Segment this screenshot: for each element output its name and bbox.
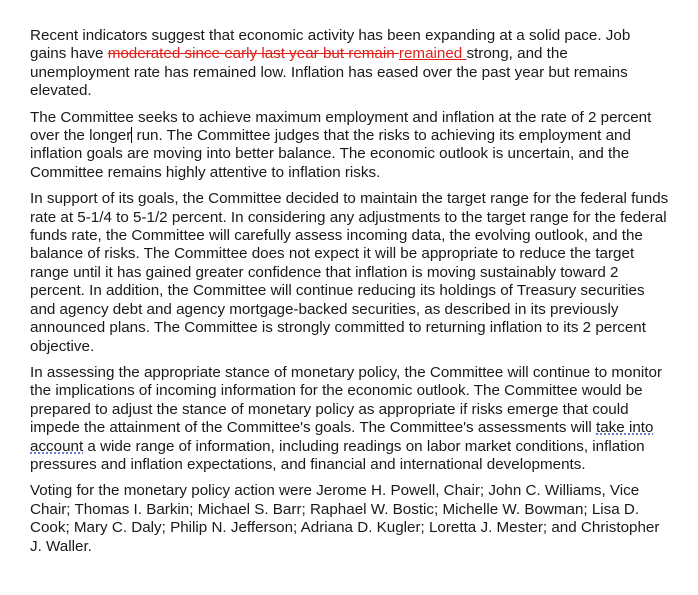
grammar-suggestion[interactable]: take into account (30, 419, 654, 455)
tracked-deletion[interactable]: moderated since early last year but remain (107, 45, 399, 63)
text-run: strong, and the unemployment rate has remained low. Inflation has eased over the past year but remains elevated. (30, 45, 628, 100)
text-run: The Committee seeks to achieve maximum employment and inflation at the rate of 2 percent over the longer (30, 108, 652, 145)
paragraph-committee-goals[interactable] (30, 109, 670, 183)
paragraph-federal-funds-rate[interactable]: In support of its goals, the Committee decided to maintain the target range for the federal funds rate at 5-1/4 to 5-1/2 percent. In considering any adjustments to the target range for the federal funds rate, the Committee will carefully assess incoming data, the evolving outlook, and the balance of risks. The Committee does not expect it will be appropriate to reduce the target range until it has gained greater confidence that inflation is moving sustainably toward 2 percent. In addition, the Committee will continue reducing its holdings of Treasury securities and agency debt and agency mortgage-backed securities, as described in its previously announced plans. The Committee is strongly committed to returning inflation to its 2 percent objective. (30, 190, 669, 355)
text-run: In assessing the appropriate stance of monetary policy, the Committee will continue to monitor the implications of incoming information for the economic outlook. The Committee would be prepared to adjust the stance of monetary policy as appropriate if risks emerge that could impede the attainment of the Committee's goals. The Committee's assessments will (30, 363, 663, 437)
document-body[interactable] (30, 27, 670, 564)
tracked-insertion[interactable]: remained (398, 45, 467, 63)
text-run: run. The Committee judges that the risks to achieving its employment and inflation goals are moving into better balance. The economic outlook is uncertain, and the Committee remains highly attentive to inflation risks. (30, 127, 631, 181)
text-run: a wide range of information, including readings on labor market conditions, inflation pressures and inflation expectations, and financial and international developments. (30, 437, 645, 473)
paragraph-voting-members[interactable]: Voting for the monetary policy action were Jerome H. Powell, Chair; John C. Williams, Vice Chair; Thomas I. Barkin; Michael S. Barr; Raphael W. Bostic; Michelle W. Bowman; Lisa D. Cook; Mary C. Daly; Philip N. Jefferson; Adriana D. Kugler; Loretta J. Mester; and Christopher J. Waller. (30, 482, 660, 555)
text-run: Recent indicators suggest that economic activity has been expanding at a solid pace. Job gains have (30, 27, 631, 63)
paragraph-monetary-policy-stance[interactable] (30, 364, 670, 474)
paragraph-economic-activity[interactable] (30, 27, 670, 101)
